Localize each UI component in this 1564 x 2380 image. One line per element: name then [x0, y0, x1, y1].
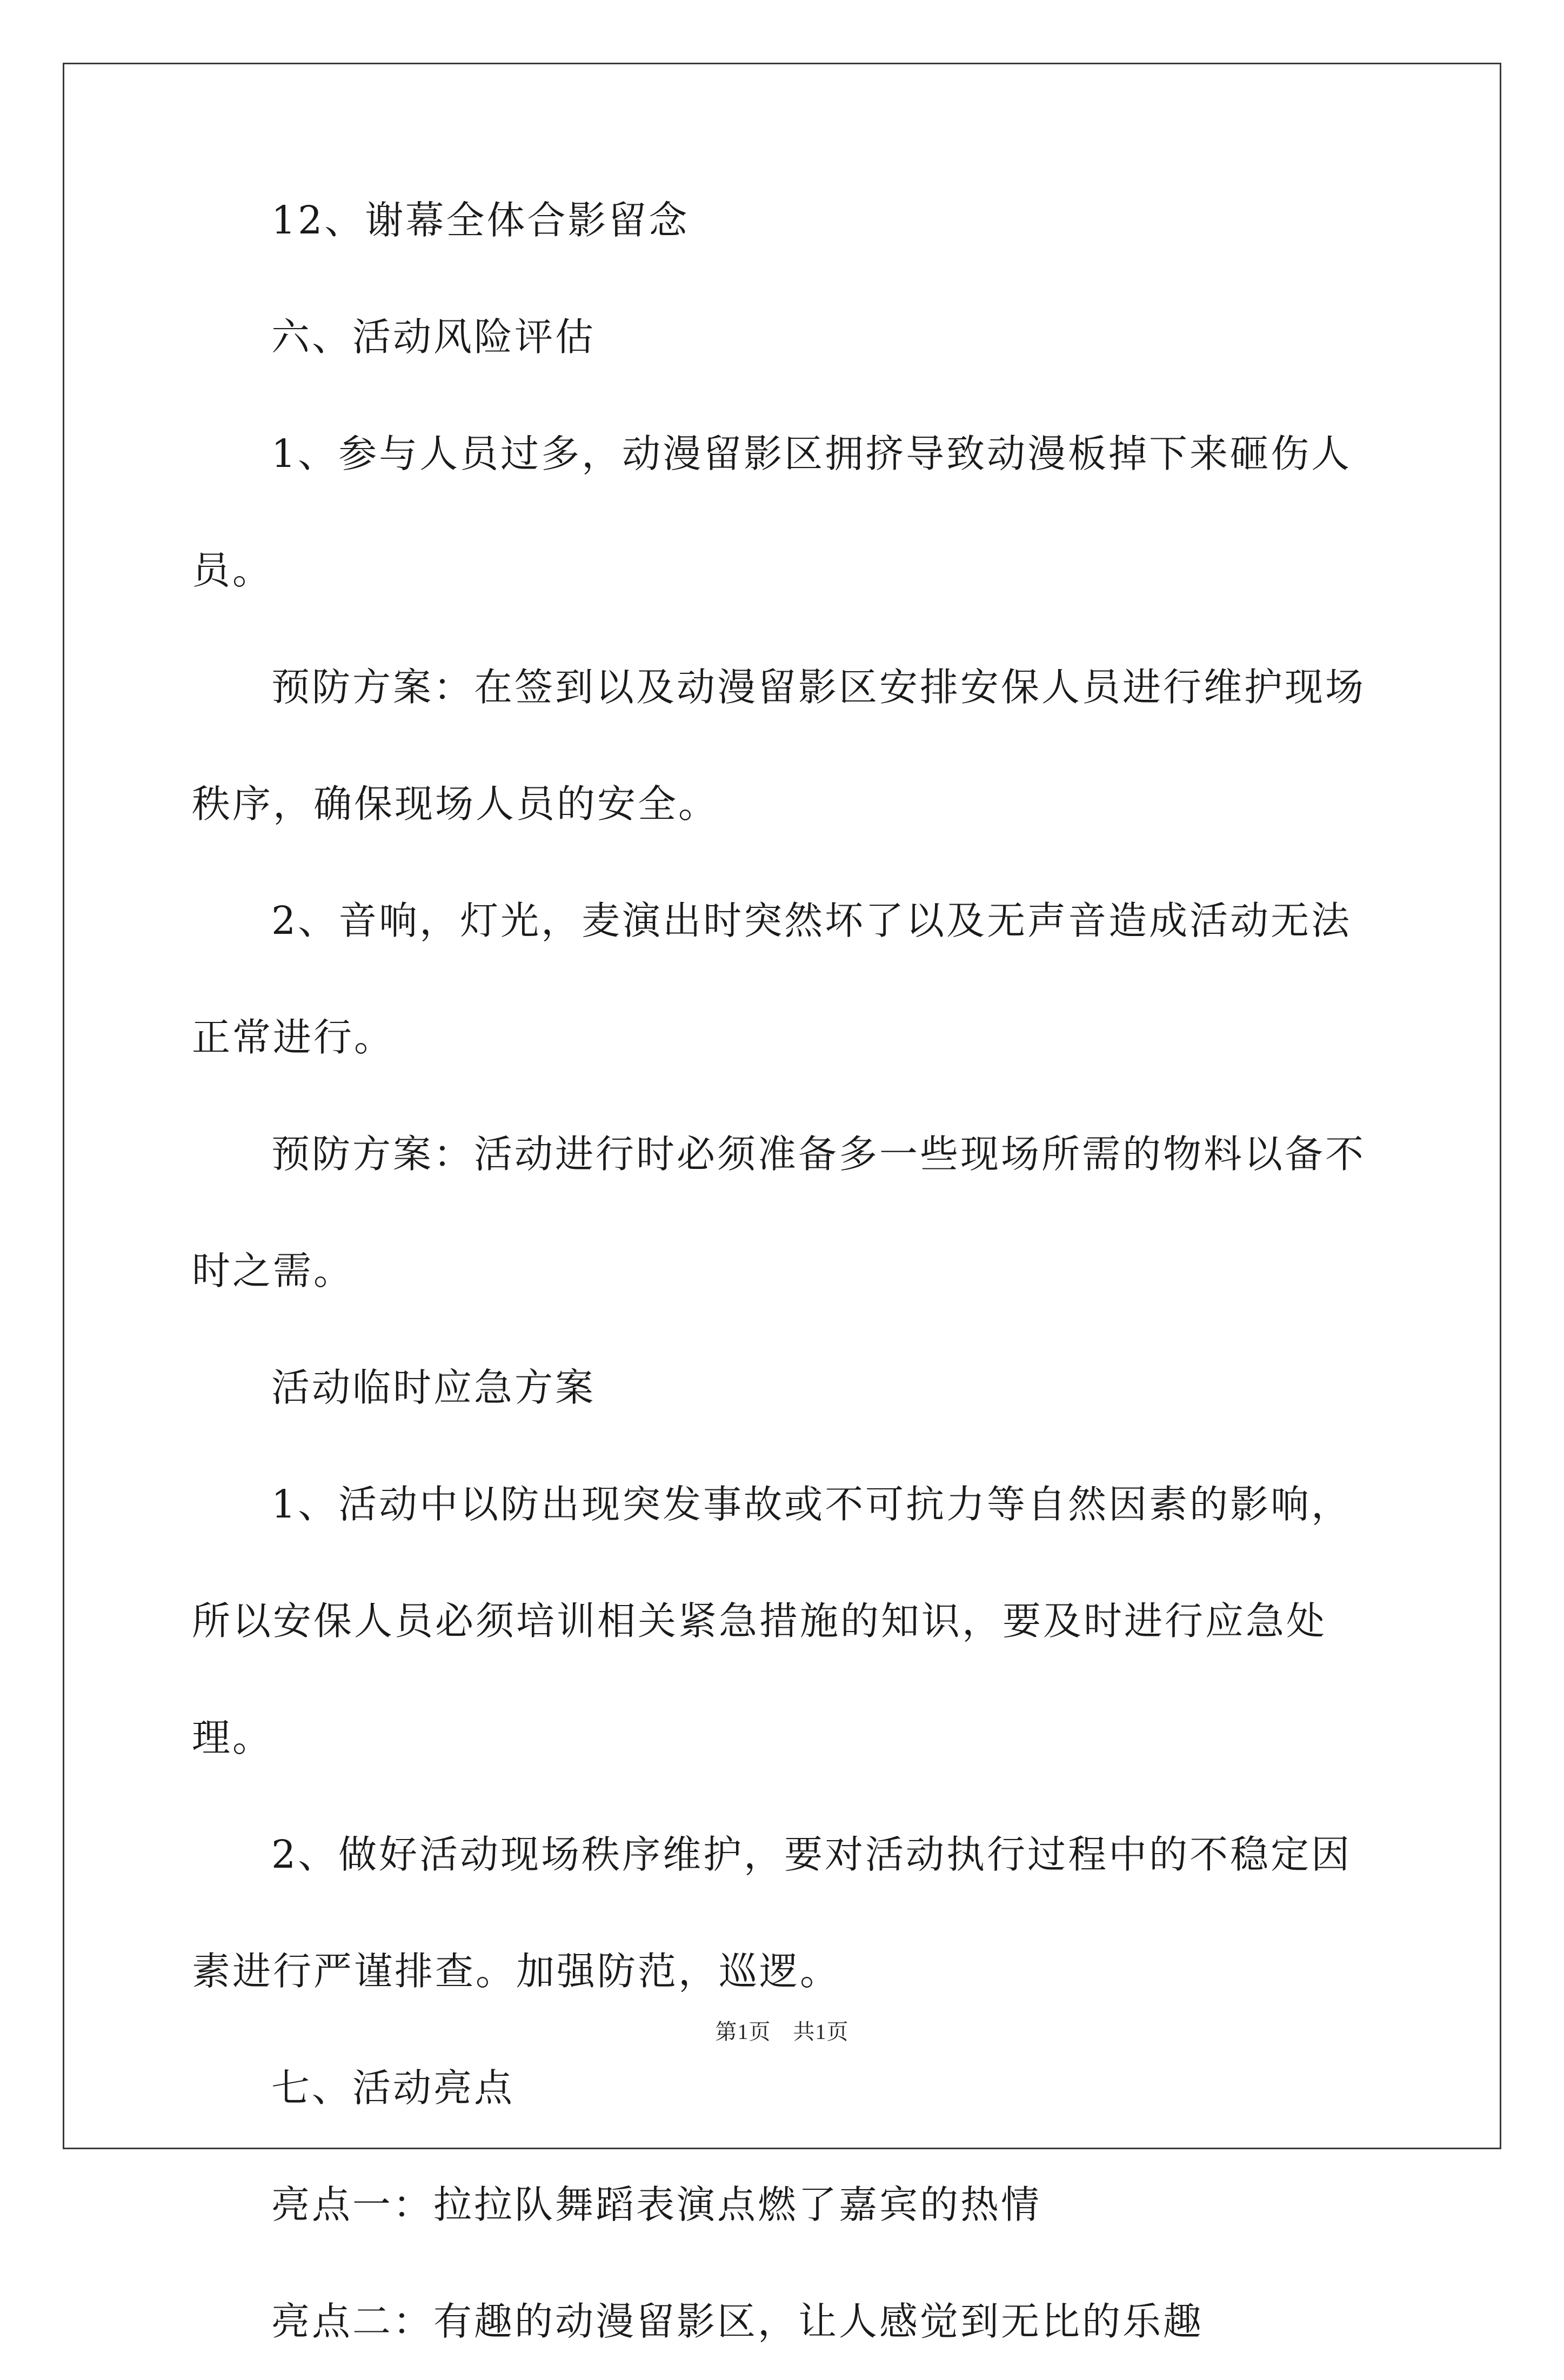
paragraph-closing-photo: 12、谢幕全体合影留念 — [271, 198, 690, 243]
paragraph-prevention-2: 预防方案：活动进行时必须准备多一些现场所需的物料以备不时之需。 — [192, 1132, 1366, 1293]
paragraph-risk-1: 1、参与人员过多，动漫留影区拥挤导致动漫板掉下来砸伤人员。 — [192, 431, 1352, 593]
document-body — [192, 162, 1381, 2380]
paragraph-risk-2: 2、音响，灯光，麦演出时突然坏了以及无声音造成活动无法正常进行。 — [192, 898, 1352, 1060]
paragraph-emergency-2: 2、做好活动现场秩序维护，要对活动执行过程中的不稳定因素进行严谨排查。加强防范，巡逻。 — [192, 1832, 1352, 1994]
page-number-footer: 第1页 共1页 — [715, 2020, 849, 2044]
paragraph-highlight-1: 亮点一：拉拉队舞蹈表演点燃了嘉宾的热情 — [271, 2182, 1042, 2227]
heading-highlights: 七、活动亮点 — [271, 2065, 515, 2110]
paragraph-prevention-1: 预防方案：在签到以及动漫留影区安排安保人员进行维护现场秩序，确保现场人员的安全。 — [192, 665, 1366, 826]
heading-risk-assessment: 六、活动风险评估 — [271, 315, 596, 359]
heading-emergency-plan: 活动临时应急方案 — [271, 1365, 596, 1410]
paragraph-highlight-2: 亮点二：有趣的动漫留影区，让人感觉到无比的乐趣 — [271, 2299, 1204, 2344]
paragraph-emergency-1: 1、活动中以防出现突发事故或不可抗力等自然因素的影响，所以安保人员必须培训相关紧急措施的知识，要及时进行应急处理。 — [192, 1482, 1352, 1760]
